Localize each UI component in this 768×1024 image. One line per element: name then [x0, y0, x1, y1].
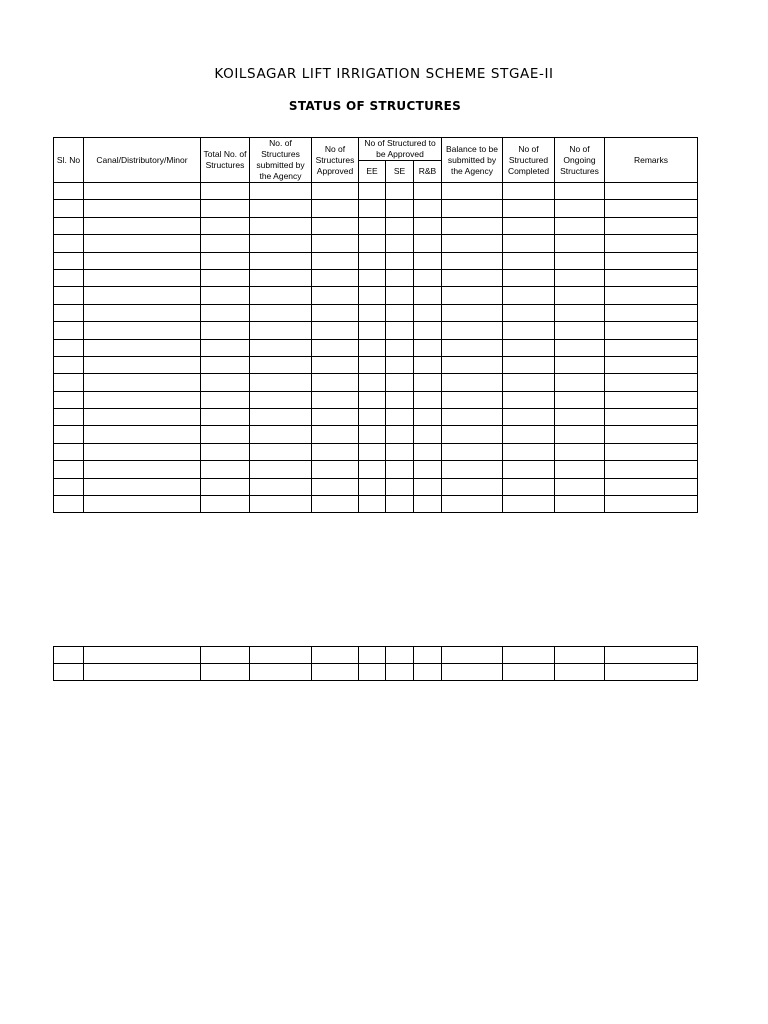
table-cell: [414, 409, 442, 426]
table-cell: [312, 496, 359, 513]
table-row: [54, 478, 698, 495]
table-cell: [386, 374, 414, 391]
table-cell: [359, 287, 386, 304]
table-cell: [250, 217, 312, 234]
table-cell: [555, 183, 605, 200]
table-row: [54, 252, 698, 269]
table-cell: [503, 322, 555, 339]
table-cell: [386, 322, 414, 339]
table-cell: [54, 409, 84, 426]
table-cell: [84, 391, 201, 408]
table-cell: [442, 391, 503, 408]
header-ongoing: No of Ongoing Structures: [555, 138, 605, 183]
table-cell: [414, 339, 442, 356]
table-cell: [250, 664, 312, 681]
table-cell: [312, 235, 359, 252]
table-cell: [605, 461, 698, 478]
table-cell: [250, 391, 312, 408]
table-row: [54, 647, 698, 664]
table-cell: [312, 409, 359, 426]
table-cell: [54, 339, 84, 356]
table-row: [54, 664, 698, 681]
table-cell: [605, 664, 698, 681]
table-cell: [414, 287, 442, 304]
table-cell: [250, 269, 312, 286]
table-cell: [414, 235, 442, 252]
table-cell: [250, 183, 312, 200]
table-header-row: [54, 138, 698, 161]
table-cell: [312, 287, 359, 304]
table-cell: [250, 322, 312, 339]
table-cell: [386, 664, 414, 681]
table-cell: [84, 183, 201, 200]
table-cell: [250, 443, 312, 460]
table-cell: [605, 200, 698, 217]
table-row: [54, 356, 698, 373]
table-cell: [503, 426, 555, 443]
table-cell: [201, 339, 250, 356]
table-cell: [312, 461, 359, 478]
table-cell: [84, 409, 201, 426]
table-cell: [54, 304, 84, 321]
table-cell: [414, 252, 442, 269]
table-cell: [201, 287, 250, 304]
table-cell: [84, 647, 201, 664]
table-cell: [359, 304, 386, 321]
table-cell: [312, 217, 359, 234]
table-cell: [605, 478, 698, 495]
table-row: [54, 269, 698, 286]
table-cell: [250, 252, 312, 269]
document-title: KOILSAGAR LIFT IRRIGATION SCHEME STGAE-II: [214, 66, 554, 82]
table-cell: [442, 409, 503, 426]
table-cell: [442, 496, 503, 513]
table-cell: [359, 647, 386, 664]
header-total-structures: Total No. of Structures: [201, 138, 250, 183]
table-cell: [503, 252, 555, 269]
table-cell: [201, 409, 250, 426]
table-cell: [312, 269, 359, 286]
table-cell: [250, 356, 312, 373]
table-cell: [442, 461, 503, 478]
table-cell: [250, 426, 312, 443]
table-cell: [414, 443, 442, 460]
header-structures-approved: No of Structures Approved: [312, 138, 359, 183]
table-cell: [201, 252, 250, 269]
table-cell: [84, 478, 201, 495]
table-cell: [503, 374, 555, 391]
table-cell: [503, 496, 555, 513]
table-cell: [386, 647, 414, 664]
table-cell: [84, 356, 201, 373]
table-cell: [386, 461, 414, 478]
table-cell: [503, 235, 555, 252]
table-cell: [386, 304, 414, 321]
table-cell: [414, 426, 442, 443]
table-cell: [201, 269, 250, 286]
table-row: [54, 287, 698, 304]
table-cell: [503, 356, 555, 373]
table-cell: [442, 269, 503, 286]
table-cell: [503, 391, 555, 408]
table-cell: [555, 409, 605, 426]
table-cell: [250, 287, 312, 304]
table-cell: [201, 461, 250, 478]
table-cell: [605, 235, 698, 252]
table-cell: [605, 409, 698, 426]
table-row: [54, 183, 698, 200]
table-cell: [312, 374, 359, 391]
table-cell: [250, 478, 312, 495]
table-cell: [54, 374, 84, 391]
table-cell: [414, 461, 442, 478]
table-cell: [386, 217, 414, 234]
table-cell: [386, 409, 414, 426]
table-cell: [442, 478, 503, 495]
table-row: [54, 391, 698, 408]
table-cell: [414, 304, 442, 321]
header-submitted-by-agency: No. of Structures submitted by the Agency: [250, 138, 312, 183]
table-cell: [312, 647, 359, 664]
table-cell: [312, 322, 359, 339]
table-cell: [84, 269, 201, 286]
table-cell: [84, 252, 201, 269]
table-cell: [84, 443, 201, 460]
table-cell: [54, 391, 84, 408]
table-cell: [605, 443, 698, 460]
table-cell: [201, 304, 250, 321]
table-cell: [605, 217, 698, 234]
table-cell: [54, 356, 84, 373]
table-row: [54, 426, 698, 443]
table-cell: [605, 287, 698, 304]
table-cell: [442, 647, 503, 664]
table-cell: [442, 664, 503, 681]
table-cell: [386, 426, 414, 443]
table-cell: [386, 235, 414, 252]
table-cell: [359, 443, 386, 460]
table-cell: [414, 356, 442, 373]
table-cell: [414, 269, 442, 286]
table-cell: [54, 426, 84, 443]
table-cell: [442, 322, 503, 339]
table-cell: [555, 391, 605, 408]
table-cell: [312, 356, 359, 373]
table-cell: [442, 287, 503, 304]
table-cell: [312, 339, 359, 356]
table-cell: [312, 664, 359, 681]
table-cell: [605, 304, 698, 321]
header-rb: R&B: [414, 161, 442, 183]
table-cell: [555, 287, 605, 304]
table-cell: [54, 322, 84, 339]
table-cell: [386, 339, 414, 356]
table-cell: [84, 374, 201, 391]
header-remarks: Remarks: [605, 138, 698, 183]
table-cell: [312, 183, 359, 200]
table-cell: [54, 287, 84, 304]
table-cell: [84, 287, 201, 304]
table-cell: [442, 374, 503, 391]
table-cell: [359, 200, 386, 217]
table-cell: [84, 304, 201, 321]
table-cell: [201, 200, 250, 217]
table-cell: [503, 478, 555, 495]
table-row: [54, 322, 698, 339]
table-cell: [386, 391, 414, 408]
table-row: [54, 217, 698, 234]
header-se: SE: [386, 161, 414, 183]
table-cell: [414, 374, 442, 391]
table-cell: [605, 183, 698, 200]
table-cell: [359, 664, 386, 681]
table-cell: [359, 496, 386, 513]
table-cell: [201, 374, 250, 391]
status-table: [53, 137, 698, 513]
secondary-table: [53, 646, 698, 681]
table-cell: [84, 461, 201, 478]
table-cell: [84, 322, 201, 339]
table-cell: [605, 339, 698, 356]
table-cell: [84, 339, 201, 356]
document-subtitle: STATUS OF STRUCTURES: [288, 99, 462, 113]
table-cell: [359, 461, 386, 478]
table-cell: [201, 235, 250, 252]
table-cell: [84, 426, 201, 443]
table-cell: [555, 478, 605, 495]
table-cell: [605, 252, 698, 269]
table-cell: [201, 478, 250, 495]
table-cell: [201, 322, 250, 339]
table-cell: [312, 478, 359, 495]
table-cell: [605, 269, 698, 286]
table-row: [54, 200, 698, 217]
table-cell: [250, 374, 312, 391]
table-cell: [312, 200, 359, 217]
table-cell: [359, 269, 386, 286]
table-cell: [54, 443, 84, 460]
table-cell: [359, 356, 386, 373]
table-cell: [84, 496, 201, 513]
table-cell: [555, 664, 605, 681]
table-cell: [201, 217, 250, 234]
table-cell: [503, 647, 555, 664]
table-cell: [555, 461, 605, 478]
table-cell: [555, 647, 605, 664]
header-balance: Balance to be submitted by the Agency: [442, 138, 503, 183]
table-cell: [312, 426, 359, 443]
table-cell: [555, 374, 605, 391]
table-cell: [250, 461, 312, 478]
table-cell: [386, 443, 414, 460]
table-cell: [201, 647, 250, 664]
table-cell: [605, 496, 698, 513]
table-cell: [555, 426, 605, 443]
table-cell: [605, 647, 698, 664]
table-cell: [84, 235, 201, 252]
table-cell: [503, 269, 555, 286]
table-cell: [201, 391, 250, 408]
table-cell: [442, 339, 503, 356]
table-cell: [386, 183, 414, 200]
table-cell: [359, 183, 386, 200]
table-cell: [414, 647, 442, 664]
table-cell: [359, 235, 386, 252]
header-canal: Canal/Distributory/Minor: [84, 138, 201, 183]
table-cell: [442, 183, 503, 200]
table-cell: [414, 200, 442, 217]
table-cell: [54, 183, 84, 200]
table-cell: [414, 478, 442, 495]
table-cell: [503, 183, 555, 200]
table-cell: [414, 183, 442, 200]
table-cell: [605, 374, 698, 391]
table-cell: [503, 304, 555, 321]
table-cell: [359, 478, 386, 495]
table-cell: [605, 391, 698, 408]
table-cell: [503, 443, 555, 460]
table-cell: [250, 496, 312, 513]
table-cell: [555, 269, 605, 286]
table-cell: [442, 217, 503, 234]
table-cell: [312, 443, 359, 460]
table-cell: [312, 391, 359, 408]
table-cell: [386, 478, 414, 495]
table-row: [54, 496, 698, 513]
table-cell: [250, 339, 312, 356]
table-row: [54, 304, 698, 321]
table-cell: [442, 200, 503, 217]
table-cell: [201, 496, 250, 513]
table-cell: [359, 339, 386, 356]
table-cell: [555, 304, 605, 321]
table-cell: [386, 200, 414, 217]
table-cell: [386, 252, 414, 269]
table-cell: [386, 269, 414, 286]
table-cell: [503, 339, 555, 356]
table-cell: [54, 269, 84, 286]
header-sl-no: Sl. No: [54, 138, 84, 183]
table-cell: [84, 200, 201, 217]
table-cell: [250, 200, 312, 217]
table-cell: [54, 496, 84, 513]
table-cell: [359, 391, 386, 408]
table-cell: [201, 664, 250, 681]
table-cell: [54, 200, 84, 217]
table-cell: [503, 217, 555, 234]
table-cell: [54, 217, 84, 234]
table-cell: [414, 664, 442, 681]
table-cell: [84, 217, 201, 234]
table-cell: [359, 252, 386, 269]
table-cell: [201, 356, 250, 373]
table-cell: [555, 252, 605, 269]
table-cell: [503, 461, 555, 478]
table-cell: [555, 496, 605, 513]
table-cell: [386, 496, 414, 513]
table-cell: [386, 287, 414, 304]
table-cell: [414, 322, 442, 339]
table-cell: [442, 252, 503, 269]
table-cell: [84, 664, 201, 681]
table-cell: [54, 235, 84, 252]
table-cell: [54, 664, 84, 681]
table-cell: [250, 235, 312, 252]
table-row: [54, 409, 698, 426]
table-cell: [442, 356, 503, 373]
table-cell: [605, 356, 698, 373]
table-cell: [503, 664, 555, 681]
table-row: [54, 374, 698, 391]
table-row: [54, 235, 698, 252]
header-completed: No of Structured Completed: [503, 138, 555, 183]
table-cell: [54, 461, 84, 478]
table-cell: [386, 356, 414, 373]
table-cell: [442, 235, 503, 252]
table-cell: [442, 426, 503, 443]
table-cell: [414, 217, 442, 234]
table-cell: [555, 322, 605, 339]
table-cell: [555, 443, 605, 460]
header-ee: EE: [359, 161, 386, 183]
table-cell: [605, 426, 698, 443]
table-cell: [442, 443, 503, 460]
table-cell: [201, 426, 250, 443]
table-cell: [54, 647, 84, 664]
table-cell: [442, 304, 503, 321]
table-cell: [54, 252, 84, 269]
table-cell: [414, 496, 442, 513]
table-cell: [503, 287, 555, 304]
table-cell: [555, 200, 605, 217]
table-cell: [312, 304, 359, 321]
table-cell: [359, 409, 386, 426]
table-cell: [359, 426, 386, 443]
table-cell: [359, 374, 386, 391]
table-cell: [555, 339, 605, 356]
table-cell: [312, 252, 359, 269]
table-cell: [359, 322, 386, 339]
table-cell: [503, 409, 555, 426]
table-row: [54, 339, 698, 356]
table-cell: [201, 443, 250, 460]
table-cell: [250, 409, 312, 426]
table-cell: [555, 235, 605, 252]
table-cell: [555, 217, 605, 234]
table-cell: [250, 304, 312, 321]
table-cell: [250, 647, 312, 664]
table-cell: [359, 217, 386, 234]
header-to-be-approved: No of Structured to be Approved: [359, 138, 442, 161]
table-cell: [54, 478, 84, 495]
table-cell: [605, 322, 698, 339]
table-row: [54, 443, 698, 460]
table-cell: [414, 391, 442, 408]
table-row: [54, 461, 698, 478]
table-cell: [503, 200, 555, 217]
table-cell: [555, 356, 605, 373]
table-cell: [201, 183, 250, 200]
